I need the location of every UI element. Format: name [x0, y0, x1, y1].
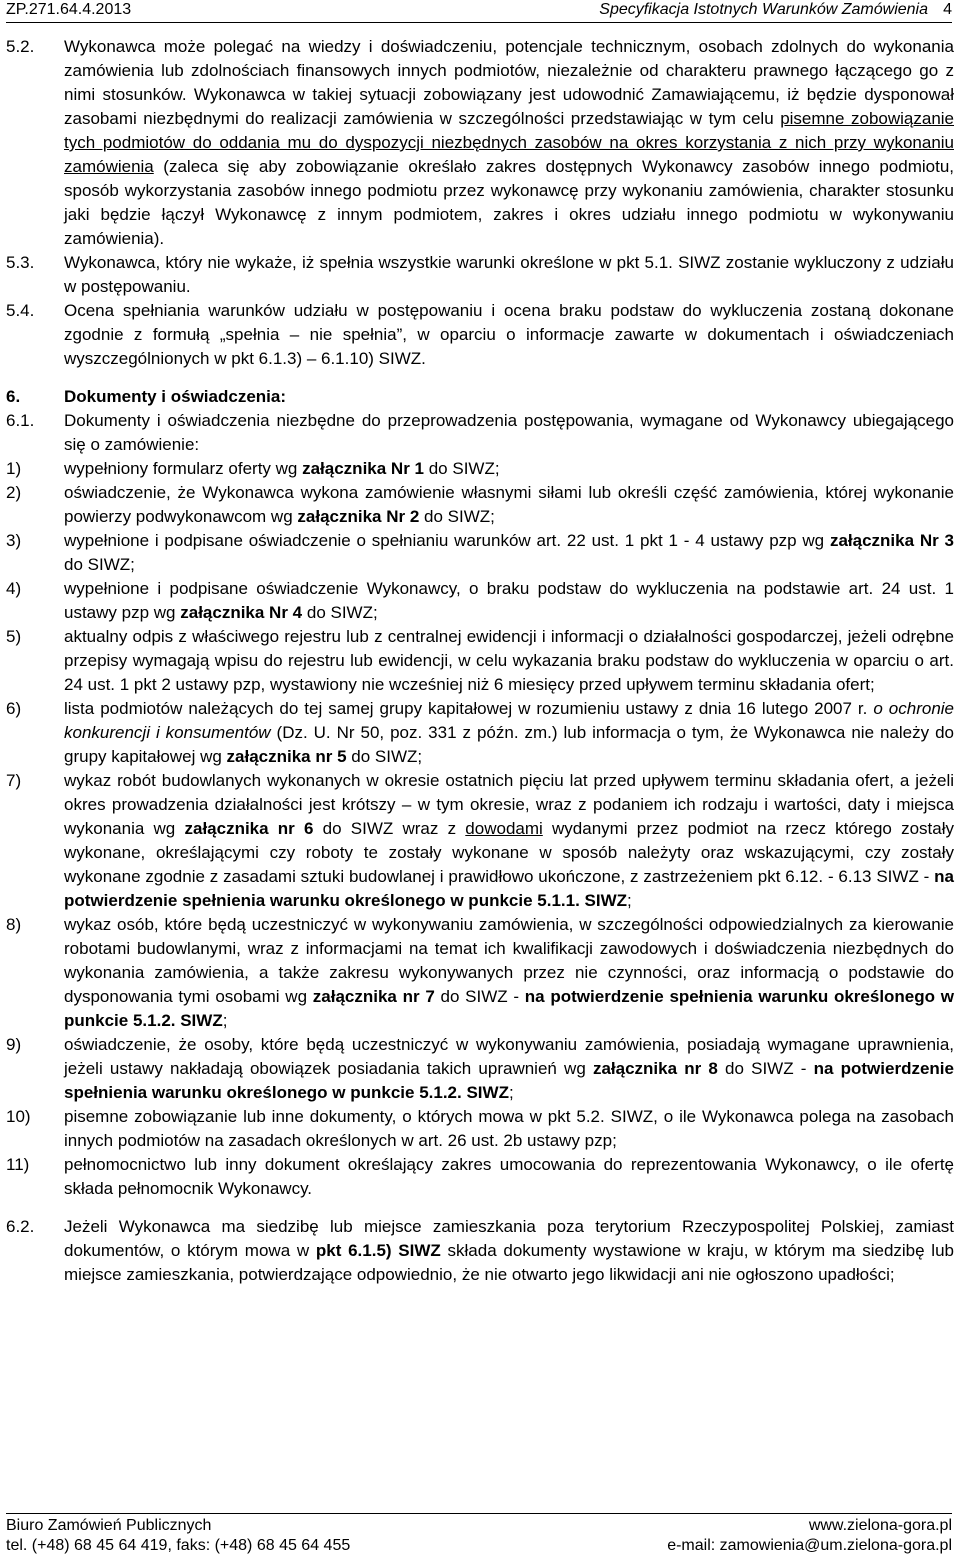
list-item: [6, 625, 954, 697]
section-text: Wykonawca, który nie wykaże, iż spełnia wszystkie warunki określone w pkt 5.1. SIWZ zostanie wykluczony z udziału w postępowaniu.: [64, 253, 954, 296]
bold-text: załącznika nr 7: [312, 987, 435, 1006]
list-text: aktualny odpis z właściwego rejestru lub z centralnej ewidencji i informacji o działalności gospodarczej, jeżeli odrębne przepisy wymagają wpisu do rejestru lub ewidencji, w celu wykazania braku podstaw do wykluczenia w oparciu o art. 24 ust. 1 pkt 2 ustawy pzp, wystawiony nie wcześniej niż 6 miesięcy przed upływem terminu składania ofert;: [64, 627, 954, 694]
section-number: 6.1.: [6, 411, 35, 430]
text-run: Wykonawca może polegać na wiedzy i doświadczeniu, potencjale technicznym, osobach zdolnych do wykonania zamówienia lub zdolnościach finansowych innych podmiotów, niezależnie od charakteru prawnego łączącego go z nimi stosunków. Wykonawca w takiej sytuacji zobowiązany jest udowodnić Zamawiającemu, iż będzie dysponował zasobami niezbędnymi do realizacji zamówienia w szczególności przedstawiając w tym celu: [64, 37, 954, 128]
section-number: 5.3.: [6, 253, 35, 272]
list-number: 7): [6, 771, 22, 790]
list-text: [64, 577, 954, 625]
footer-website: www.zielona-gora.pl: [808, 1517, 952, 1534]
text-run: do SIWZ;: [346, 747, 423, 766]
section-text: Dokumenty i oświadczenia niezbędne do przeprowadzenia postępowania, wymagane od Wykonawcy ubiegającego się o zamówienie:: [64, 411, 954, 454]
list-item: [6, 1105, 954, 1153]
text-run: Jeżeli Wykonawca ma siedzibę lub miejsce zamieszkania poza terytorium Rzeczypospolitej Polskiej, zamiast dokumentów, o którym mowa w: [64, 1217, 954, 1260]
bold-text: załącznika Nr 2: [297, 507, 420, 526]
page-footer: [6, 1513, 952, 1556]
list-text: [64, 529, 954, 577]
list-item: [6, 457, 954, 481]
text-run: wypełniony formularz oferty wg: [64, 459, 303, 478]
section-6-1: [6, 409, 954, 457]
list-item: [6, 697, 954, 769]
bold-text: załącznika nr 8: [592, 1059, 718, 1078]
page-header: [6, 0, 952, 23]
bold-text: załącznika Nr 4: [180, 603, 303, 622]
underlined-text: dowodami: [465, 819, 543, 838]
bold-text: załącznika nr 5: [226, 747, 347, 766]
footer-email: e-mail: zamowienia@um.zielona-gora.pl: [667, 1537, 952, 1554]
text-run: do SIWZ;: [64, 555, 135, 574]
section-heading: Dokumenty i oświadczenia:: [64, 387, 286, 406]
list-number: 2): [6, 483, 22, 502]
bold-text: pkt 6.1.5) SIWZ: [315, 1241, 441, 1260]
section-text: Ocena spełniania warunków udziału w postępowaniu i ocena braku podstaw do wykluczenia zostaną dokonane zgodnie z formułą „spełnia – nie spełnia”, w oparciu o informacje zawarte w dokumentach i oświadczeniach wyszczególnionych w pkt 6.1.3) – 6.1.10) SIWZ.: [64, 301, 954, 368]
section-number: 5.4.: [6, 301, 35, 320]
text-run: do SIWZ;: [302, 603, 378, 622]
list-number: 8): [6, 915, 22, 934]
list-number: 1): [6, 459, 22, 478]
section-text: [64, 35, 954, 251]
underlined-text: pisemne zobowiązanie tych podmiotów do oddania mu do dyspozycji niezbędnych zasobów na okres korzystania z nich przy wykonaniu zamówienia: [64, 109, 954, 176]
list-text: [64, 481, 954, 529]
text-run: wypełnione i podpisane oświadczenie o spełnianiu warunków art. 22 ust. 1 pkt 1 - 4 ustawy pzp wg: [64, 531, 830, 550]
text-run: do SIWZ;: [419, 507, 495, 526]
list-number: 5): [6, 627, 22, 646]
text-run: do SIWZ;: [424, 459, 500, 478]
document-title: Specyfikacja Istotnych Warunków Zamówienia: [599, 1, 928, 18]
text-run: wydanymi przez podmiot na rzecz którego zostały wykonane, określającymi czy roboty te zostały wykonane w sposób należyty oraz wskazującymi, czy zostały wykonane zgodnie z zasadami sztuki budowlanej i prawidłowo ukończone, z zastrzeżeniem pkt 6.12. - 6.13 SIWZ -: [64, 819, 955, 886]
list-number: 9): [6, 1035, 22, 1054]
list-item: [6, 769, 954, 913]
section-number: 5.2.: [6, 37, 35, 56]
bold-text: na potwierdzenie spełnienia warunku określonego w punkcie 5.1.1. SIWZ: [64, 867, 954, 910]
text-run: ;: [222, 1011, 228, 1030]
section-6-2: [6, 1215, 954, 1287]
text-run: wykaz osób, które będą uczestniczyć w wykonywaniu zamówienia, w szczególności odpowiedzialnych za kierowanie robotami budowlanymi, wraz z informacjami na temat ich kwalifikacji zawodowych i doświadczenia niezbędnych do wykonania zamówienia, a także zakresu wykonywanych przez nie czynności, oraz informacją o podstawie do dysponowania tymi osobami wg: [64, 915, 954, 1006]
document-body: [6, 35, 954, 1287]
text-run: (zaleca się aby zobowiązanie określało zakres dostępnych Wykonawcy zasobów innego podmiotu, sposób wykorzystania zasobów innego podmiotu przez wykonawcę przy wykonaniu zamówienia, charakter stosunku jaki będzie łączył Wykonawcę z innym podmiotem, zakres i okres udziału innego podmiotu w wykonywaniu zamówienia).: [64, 157, 954, 248]
text-run: oświadczenie, że Wykonawca wykona zamówienie własnymi siłami lub określi część zamówienia, której wykonanie powierzy podwykonawcom wg: [64, 483, 954, 526]
text-run: ;: [508, 1083, 514, 1102]
text-run: oświadczenie, że osoby, które będą uczestniczyć w wykonywaniu zamówienia, posiadają wymagane uprawnienia, jeżeli ustawy nakładają obowiązek posiadania takich uprawnień wg: [64, 1035, 954, 1078]
bold-text: na potwierdzenie spełnienia warunku określonego w punkcie 5.1.2. SIWZ: [64, 1059, 954, 1102]
bold-text: załącznika Nr 3: [829, 531, 954, 550]
list-text: [64, 1033, 954, 1105]
section-number: 6.: [6, 387, 21, 406]
list-text: pełnomocnictwo lub inny dokument określający zakres umocowania do reprezentowania Wykonawcy, o ile ofertę składa pełnomocnik Wykonawcy.: [64, 1155, 954, 1198]
section-6-heading: [6, 385, 954, 409]
list-text: pisemne zobowiązanie lub inne dokumenty, o których mowa w pkt 5.2. SIWZ, o ile Wykonawca polega na zasobach innych podmiotów na zasadach określonych w art. 26 ust. 2b ustawy pzp;: [64, 1107, 954, 1150]
text-run: do SIWZ -: [434, 987, 525, 1006]
text-run: lista podmiotów należących do tej samej grupy kapitałowej w rozumieniu ustawy z dnia 16 lutego 2007 r.: [64, 699, 874, 718]
italic-text: o ochronie konkurencji i konsumentów: [64, 699, 954, 742]
bold-text: załącznika Nr 1: [302, 459, 424, 478]
section-text: [64, 1215, 954, 1287]
bold-text: załącznika nr 6: [184, 819, 314, 838]
list-item: [6, 481, 954, 529]
list-number: 11): [6, 1155, 30, 1174]
list-text: [64, 457, 954, 481]
text-run: (Dz. U. Nr 50, poz. 331 z późn. zm.) lub informacja o tym, że Wykonawca nie należy do grupy kapitałowej wg: [64, 723, 954, 766]
section-5-2: [6, 35, 954, 251]
page-number: 4: [943, 1, 952, 18]
text-run: ;: [627, 891, 632, 910]
list-item: [6, 913, 954, 1033]
list-text: [64, 769, 954, 913]
section-5-3: [6, 251, 954, 299]
list-text: [64, 697, 954, 769]
list-item: [6, 1153, 954, 1201]
list-text: [64, 913, 954, 1033]
list-number: 10): [6, 1107, 31, 1126]
text-run: składa dokumenty wystawione w kraju, w którym ma siedzibę lub miejsce zamieszkania, potwierdzające odpowiednio, że nie otwarto jego likwidacji ani nie ogłoszono upadłości;: [64, 1241, 954, 1284]
list-number: 3): [6, 531, 22, 550]
text-run: wykaz robót budowlanych wykonanych w okresie ostatnich pięciu lat przed upływem terminu składania ofert, a jeżeli okres prowadzenia działalności jest krótszy – w tym okresie, wraz z podaniem ich rodzaju i wartości, daty i miejsca wykonania wg: [64, 771, 954, 838]
section-5-4: [6, 299, 954, 371]
text-run: do SIWZ wraz z: [313, 819, 466, 838]
text-run: do SIWZ -: [717, 1059, 814, 1078]
list-number: 6): [6, 699, 22, 718]
list-number: 4): [6, 579, 22, 598]
text-run: wypełnione i podpisane oświadczenie Wykonawcy, o braku podstaw do wykluczenia na podstawie art. 24 ust. 1 ustawy pzp wg: [64, 579, 954, 622]
list-item: [6, 1033, 954, 1105]
footer-office: Biuro Zamówień Publicznych: [6, 1517, 212, 1534]
list-item: [6, 529, 954, 577]
document-code: ZP.271.64.4.2013: [6, 1, 132, 18]
section-number: 6.2.: [6, 1217, 35, 1236]
footer-phone: tel. (+48) 68 45 64 419, faks: (+48) 68 45 64 455: [6, 1537, 351, 1554]
list-item: [6, 577, 954, 625]
bold-text: na potwierdzenie spełnienia warunku określonego w punkcie 5.1.2. SIWZ: [64, 987, 954, 1030]
